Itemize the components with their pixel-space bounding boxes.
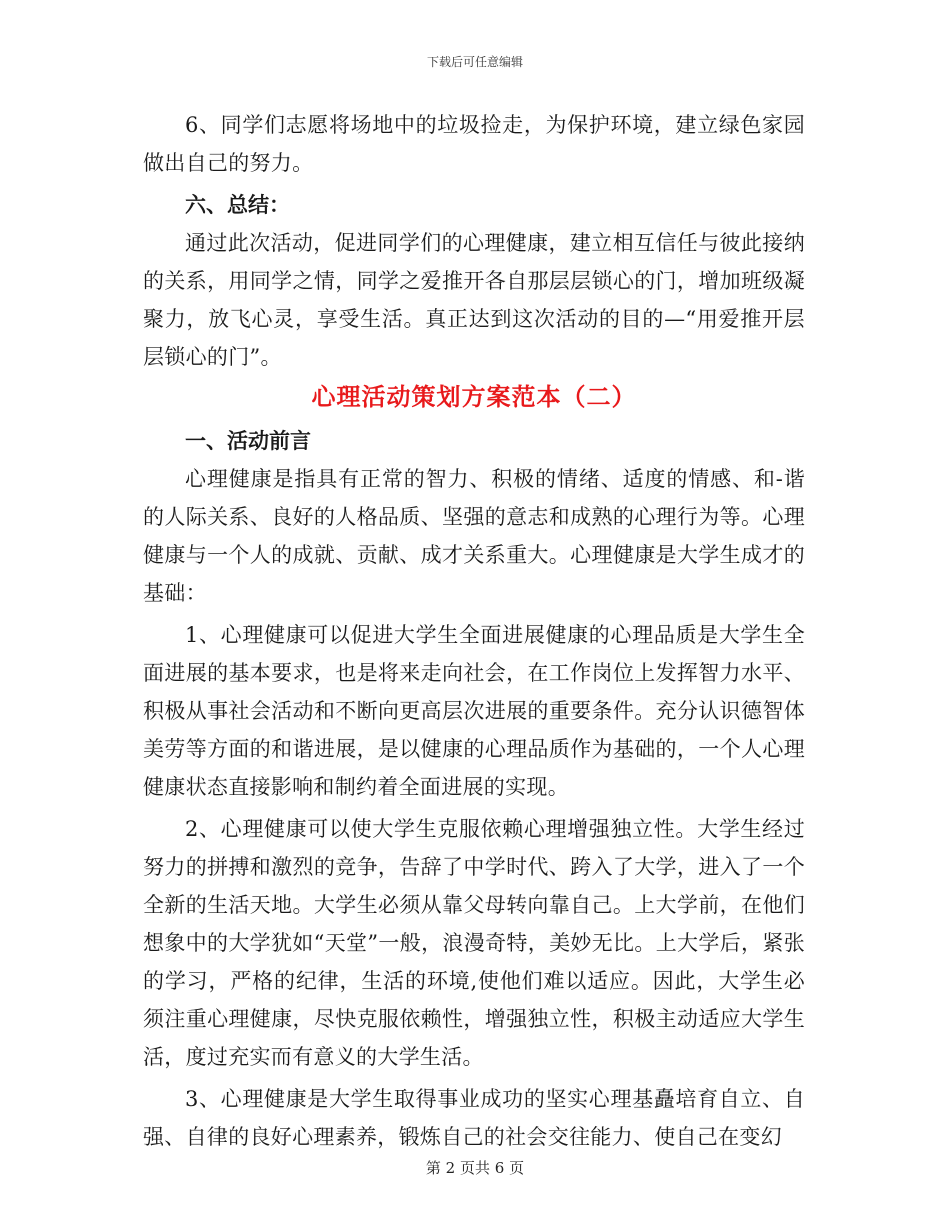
paragraph-item-6: 6、同学们志愿将场地中的垃圾捡走，为保护环境，建立绿色家园做出自己的努力。 (143, 113, 805, 175)
document-title: 心理活动策划方案范本（二） (311, 382, 637, 411)
section-heading-summary: 六、总结： (185, 192, 290, 217)
document-body (143, 106, 805, 1156)
paragraph-preface: 心理健康是指具有正常的智力、积极的情绪、适度的情感、和-谐的人际关系、良好的人格品质、坚强的意志和成熟的心理行为等。心理健康与一个人的成就、贡献、成才关系重大。心理健康是大学生成才的基础： (143, 467, 805, 605)
page-footer: 第 2 页共 6 页 (425, 1159, 525, 1177)
paragraph-summary: 通过此次活动，促进同学们的心理健康，建立相互信任与彼此接纳的关系，用同学之情，同学之爱推开各自那层层锁心的门，增加班级凝聚力，放飞心灵，享受生活。真正达到这次活动的目的—“用爱推开层层锁心的门”。 (143, 231, 805, 369)
page-header: 下载后可任意编辑 (426, 55, 523, 69)
paragraph-point-1: 1、心理健康可以促进大学生全面进展健康的心理品质是大学生全面进展的基本要求，也是将来走向社会，在工作岗位上发挥智力水平、积极从事社会活动和不断向更高层次进展的重要条件。充分认识德智体美劳等方面的和谐进展，是以健康的心理品质作为基础的，一个人心理健康状态直接影响和制约着全面进展的实现。 (143, 623, 805, 799)
section-heading-preface: 一、活动前言 (185, 428, 311, 453)
paragraph-point-3: 3、心理健康是大学生取得事业成功的坚实心理基矗培育自立、自强、自律的良好心理素养，锻炼自己的社会交往能力、使自己在变幻 (143, 1087, 805, 1149)
paragraph-point-2: 2、心理健康可以使大学生克服依赖心理增强独立性。大学生经过努力的拼搏和激烈的竞争，告辞了中学时代、跨入了大学，进入了一个全新的生活天地。大学生必须从靠父母转向靠自己。上大学前，在他们想象中的大学犹如“天堂”一般，浪漫奇特，美妙无比。上大学后，紧张的学习，严格的纪律，生活的环境,使他们难以适应。因此，大学生必须注重心理健康，尽快克服依赖性，增强独立性，积极主动适应大学生活，度过充实而有意义的大学生活。 (143, 817, 805, 1069)
